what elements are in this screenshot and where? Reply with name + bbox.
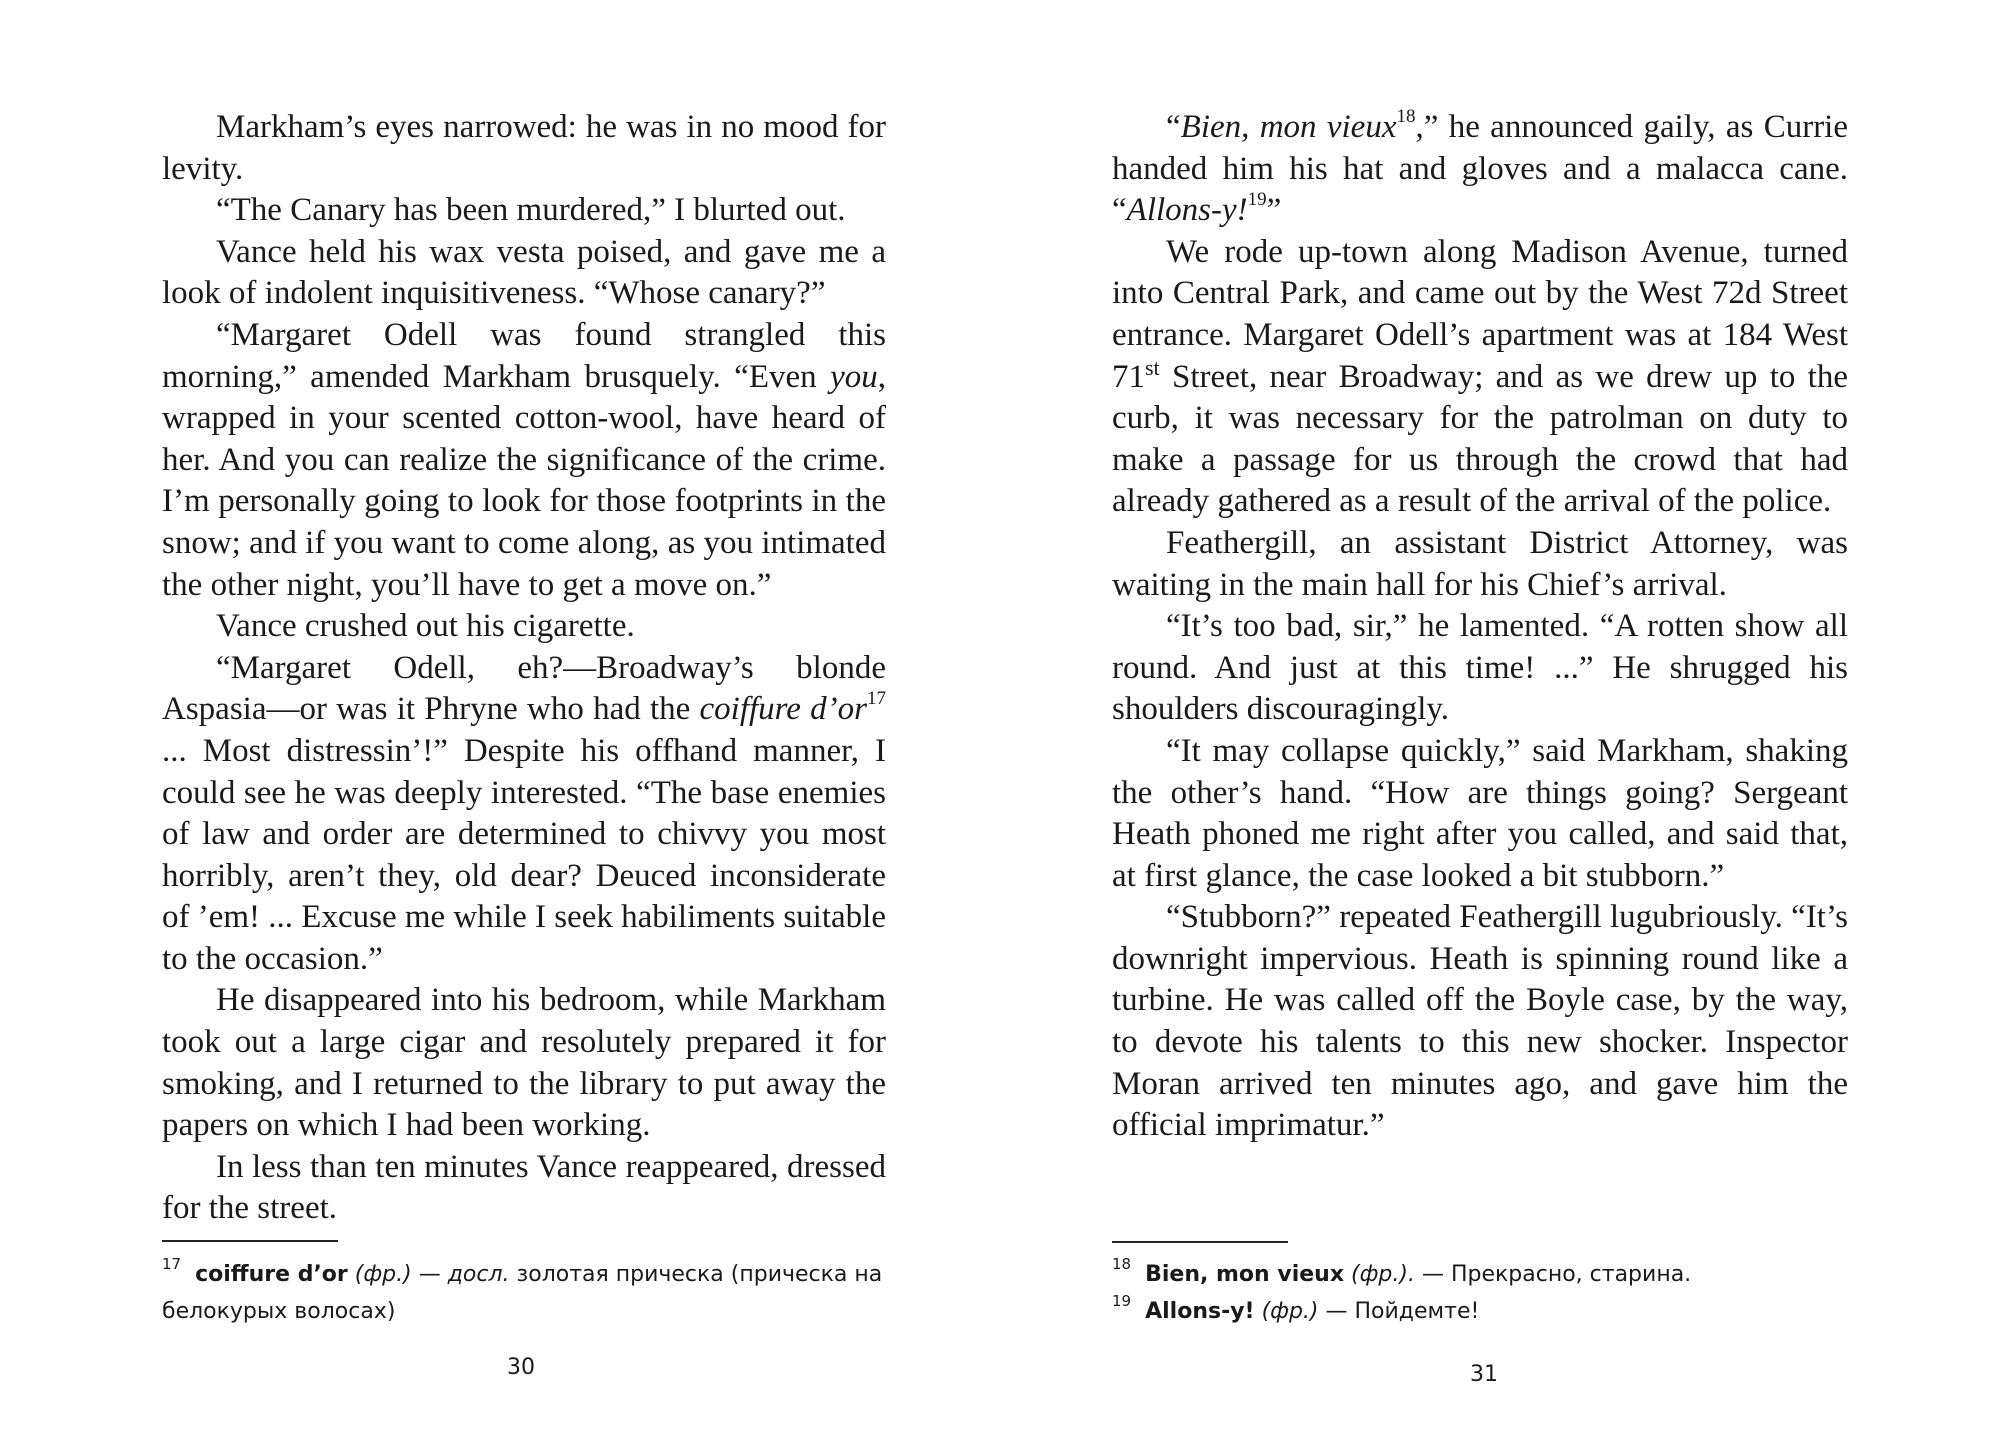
left-page-body bbox=[162, 107, 886, 1230]
text-run: ... Most distressin’!” Despite his offhand manner, I could see he was deeply interested. “The base enemies of law and order are determined to chivvy you most horribly, aren’t they, old dear? Deuced inconsiderate of ’em! ... Excuse me while I seek habiliments suitable to the occasion.” bbox=[162, 732, 886, 977]
footnote-marker: 18 bbox=[1396, 106, 1416, 127]
italic-phrase: coiffure d’or bbox=[699, 691, 867, 728]
footnote-rule bbox=[162, 1240, 338, 1242]
right-page bbox=[1112, 0, 1848, 1454]
paragraph bbox=[162, 606, 886, 648]
paragraph bbox=[1112, 107, 1848, 232]
footnote-number: 17 bbox=[162, 1255, 182, 1273]
text-run: ,” he announced gaily, as Currie handed him his hat and gloves and a malacca cane. “ bbox=[1112, 109, 1848, 229]
page-number: 31 bbox=[1470, 1362, 1498, 1387]
paragraph bbox=[162, 648, 886, 981]
footnote-marker: 17 bbox=[867, 688, 886, 710]
paragraph bbox=[162, 232, 886, 315]
text-run bbox=[1255, 1299, 1262, 1324]
text-run: — bbox=[411, 1262, 448, 1287]
left-page bbox=[162, 0, 886, 1454]
text-run: Feathergill, an assistant District Attorney, was waiting in the main hall for his Chief’s arrival. bbox=[1112, 524, 1848, 603]
text-run: “Margaret Odell, eh?—Broadway’s blonde Aspasia—or was it Phryne who had the bbox=[162, 649, 886, 728]
text-run: “The Canary has been murdered,” I blurted out. bbox=[216, 192, 846, 229]
text-run: “Margaret Odell was found strangled this morning,” amended Markham brusquely. “Even bbox=[162, 316, 886, 395]
text-run: Street, near Broadway; and as we drew up to the curb, it was necessary for the patrolman on duty to make a passage for us through the crowd that had already gathered as a result of the arrival of the police. bbox=[1112, 358, 1848, 520]
right-page-body bbox=[1112, 107, 1848, 1147]
footnote bbox=[1112, 1256, 1848, 1293]
bold-term: Allons-y! bbox=[1145, 1299, 1255, 1324]
text-run: — Прекрасно, старина. bbox=[1414, 1262, 1692, 1287]
paragraph bbox=[1112, 897, 1848, 1147]
text-run: “It’s too bad, sir,” he lamented. “A rotten show all round. And just at this time! ...” He shrugged his shoulders discouragingly. bbox=[1112, 608, 1848, 728]
ordinal-suffix: st bbox=[1145, 354, 1160, 380]
text-run: Markham’s eyes narrowed: he was in no mood for levity. bbox=[162, 109, 886, 187]
footnote bbox=[162, 1256, 886, 1330]
paragraph bbox=[162, 980, 886, 1146]
footnote-rule bbox=[1112, 1241, 1288, 1243]
text-run: “Stubborn?” repeated Feathergill lugubriously. “It’s downright impervious. Heath is spinning round like a turbine. He was called off the Boyle case, by the way, to devote his talents to this new shocker. Inspector Moran arrived ten minutes ago, and gave him the official imprimatur.” bbox=[1112, 899, 1848, 1144]
italic-phrase: (фр.) bbox=[1261, 1299, 1319, 1324]
paragraph bbox=[1112, 606, 1848, 731]
italic-phrase: Allons-y! bbox=[1126, 192, 1248, 229]
paragraph bbox=[1112, 232, 1848, 523]
paragraph bbox=[1112, 731, 1848, 897]
bold-term: coiffure d’or bbox=[195, 1262, 348, 1287]
text-run bbox=[1344, 1262, 1351, 1287]
italic-phrase: (фр.). bbox=[1351, 1262, 1415, 1287]
footnote-marker: 19 bbox=[1247, 189, 1267, 211]
footnote-number: 19 bbox=[1112, 1292, 1132, 1310]
text-run: — Пойдемте! bbox=[1318, 1299, 1480, 1324]
italic-phrase: (фр.) bbox=[354, 1262, 412, 1287]
paragraph bbox=[1112, 523, 1848, 606]
footnote-number: 18 bbox=[1112, 1255, 1132, 1273]
italic-phrase: you bbox=[830, 358, 878, 395]
italic-phrase: Bien, mon vieux bbox=[1180, 109, 1397, 145]
left-page-footnotes bbox=[162, 1256, 886, 1330]
text-run: In less than ten minutes Vance reappeared, dressed for the street. bbox=[162, 1148, 886, 1227]
text-run: , wrapped in your scented cotton-wool, have heard of her. And you can realize the significance of the crime. I’m personally going to look for those footprints in the snow; and if you want to come along, as you intimated the other night, you’ll have to get a move on.” bbox=[162, 358, 886, 603]
italic-phrase: досл. bbox=[447, 1262, 510, 1287]
text-run: золотая прическа (прическа на белокурых волосах) bbox=[162, 1262, 883, 1324]
footnote bbox=[1112, 1293, 1848, 1330]
text-run: Vance held his wax vesta poised, and gave me a look of indolent inquisitiveness. “Whose canary?” bbox=[162, 233, 886, 312]
page-number: 30 bbox=[507, 1355, 535, 1380]
text-run: “ bbox=[1166, 109, 1181, 145]
text-run: “It may collapse quickly,” said Markham, shaking the other’s hand. “How are things going? Sergeant Heath phoned me right after you called, and said that, at first glance, the case looked a bit stubborn.” bbox=[1112, 732, 1848, 894]
paragraph bbox=[162, 1147, 886, 1230]
text-run: We rode up-town along Madison Avenue, turned into Central Park, and came out by the West 72d Street entrance. Margaret Odell’s apartment was at 184 West 71 bbox=[1112, 233, 1848, 395]
bold-term: Bien, mon vieux bbox=[1145, 1262, 1345, 1287]
text-run bbox=[348, 1262, 355, 1287]
paragraph bbox=[162, 190, 886, 232]
right-page-footnotes bbox=[1112, 1256, 1848, 1330]
text-run: He disappeared into his bedroom, while Markham took out a large cigar and resolutely prepared it for smoking, and I returned to the library to put away the papers on which I had been working. bbox=[162, 982, 886, 1144]
text-run: Vance crushed out his cigarette. bbox=[216, 608, 635, 645]
text-run: ” bbox=[1266, 192, 1282, 229]
paragraph bbox=[162, 107, 886, 190]
paragraph bbox=[162, 315, 886, 606]
